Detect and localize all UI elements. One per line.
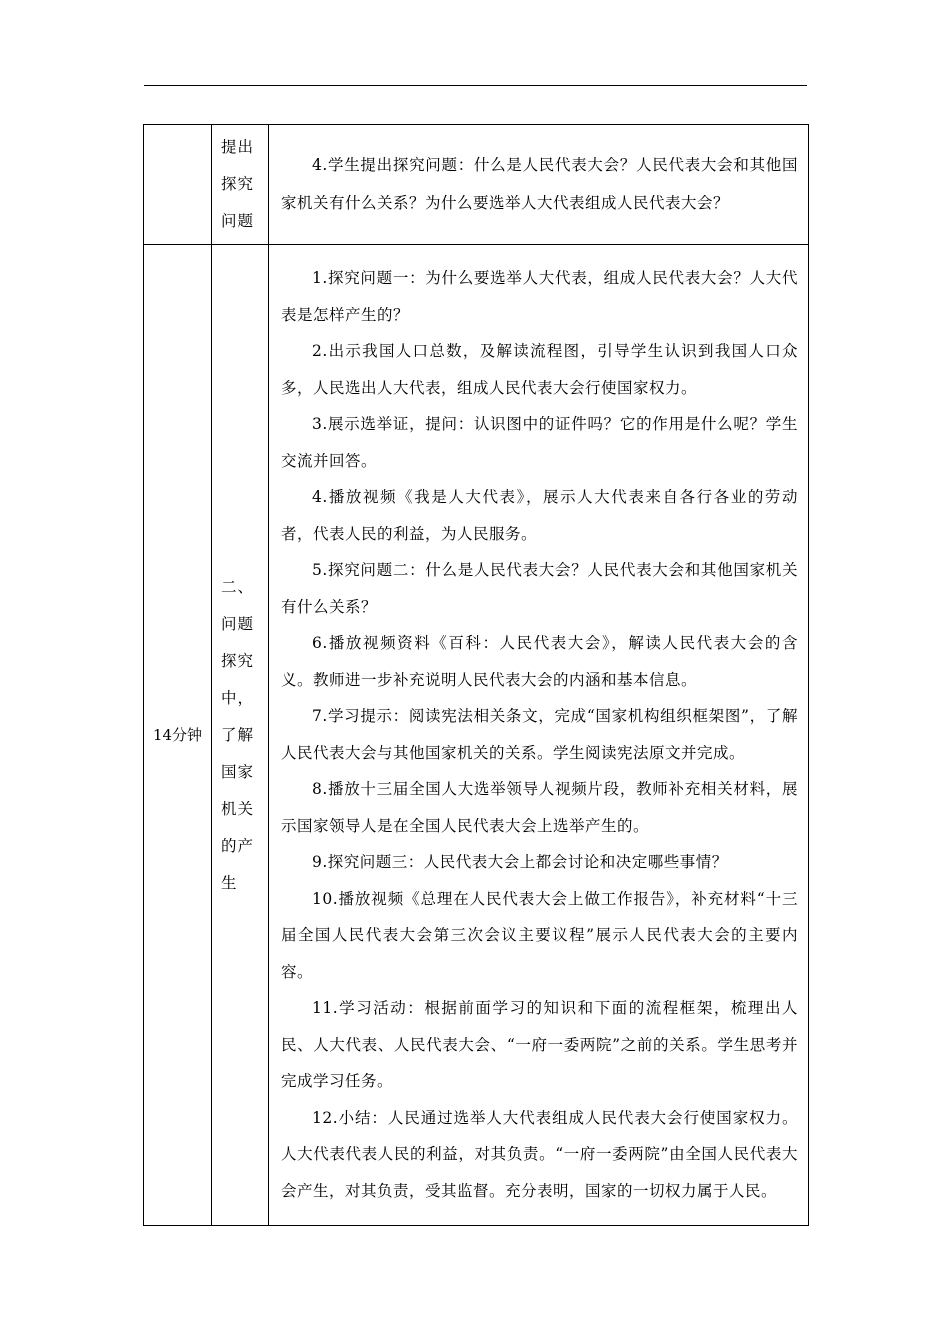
time-cell: 14分钟 [144,245,212,1226]
content-paragraph: 8.播放十三届全国人大选举领导人视频片段，教师补充相关材料，展示国家领导人是在全国人民代表大会上选举产生的。 [281,780,798,835]
table-row [144,125,809,245]
content-paragraph: 5.探究问题二：什么是人民代表大会？人民代表大会和其他国家机关有什么关系？ [281,561,798,616]
content-paragraph: 9.探究问题三：人民代表大会上都会讨论和决定哪些事情？ [312,853,728,871]
content-paragraph: 6.播放视频资料《百科：人民代表大会》，解读人民代表大会的含义。教师进一步补充说明人民代表大会的内涵和基本信息。 [281,634,798,689]
time-cell [144,125,212,245]
content-paragraph: 4.学生提出探究问题：什么是人民代表大会？人民代表大会和其他国家机关有什么关系？为什么要选举人大代表组成人民代表大会？ [281,156,798,212]
lesson-plan-table [143,124,809,1226]
stage-cell: 二、问题探究中，了解国家机关的产生 [212,245,269,1226]
header-rule [144,85,807,86]
content-cell [269,245,809,1226]
content-paragraph: 10.播放视频《总理在人民代表大会上做工作报告》，补充材料“十三届全国人民代表大会第三次会议主要议程”展示人民代表大会的主要内容。 [281,889,798,981]
content-paragraph: 12.小结：人民通过选举人大代表组成人民代表大会行使国家权力。人大代表代表人民的利益，对其负责。“一府一委两院”由全国人民代表大会产生，对其负责，受其监督。充分表明，国家的一切权力属于人民。 [281,1108,798,1200]
content-paragraph: 7.学习提示：阅读宪法相关条文，完成“国家机构组织框架图”，了解人民代表大会与其他国家机关的关系。学生阅读宪法原文并完成。 [281,707,798,762]
stage-cell: 提出探究问题 [212,125,269,245]
content-paragraph: 4.播放视频《我是人大代表》，展示人大代表来自各行各业的劳动者，代表人民的利益，为人民服务。 [281,488,798,543]
table-row [144,245,809,1226]
content-paragraph: 3.展示选举证，提问：认识图中的证件吗？它的作用是什么呢？学生交流并回答。 [281,415,798,470]
content-paragraph: 2.出示我国人口总数，及解读流程图，引导学生认识到我国人口众多，人民选出人大代表，组成人民代表大会行使国家权力。 [281,342,798,397]
content-paragraph: 1.探究问题一：为什么要选举人大代表，组成人民代表大会？人大代表是怎样产生的？ [281,269,798,324]
content-paragraph: 11.学习活动：根据前面学习的知识和下面的流程框架，梳理出人民、人大代表、人民代表大会、“一府一委两院”之前的关系。学生思考并完成学习任务。 [281,999,798,1090]
content-cell [269,125,809,245]
